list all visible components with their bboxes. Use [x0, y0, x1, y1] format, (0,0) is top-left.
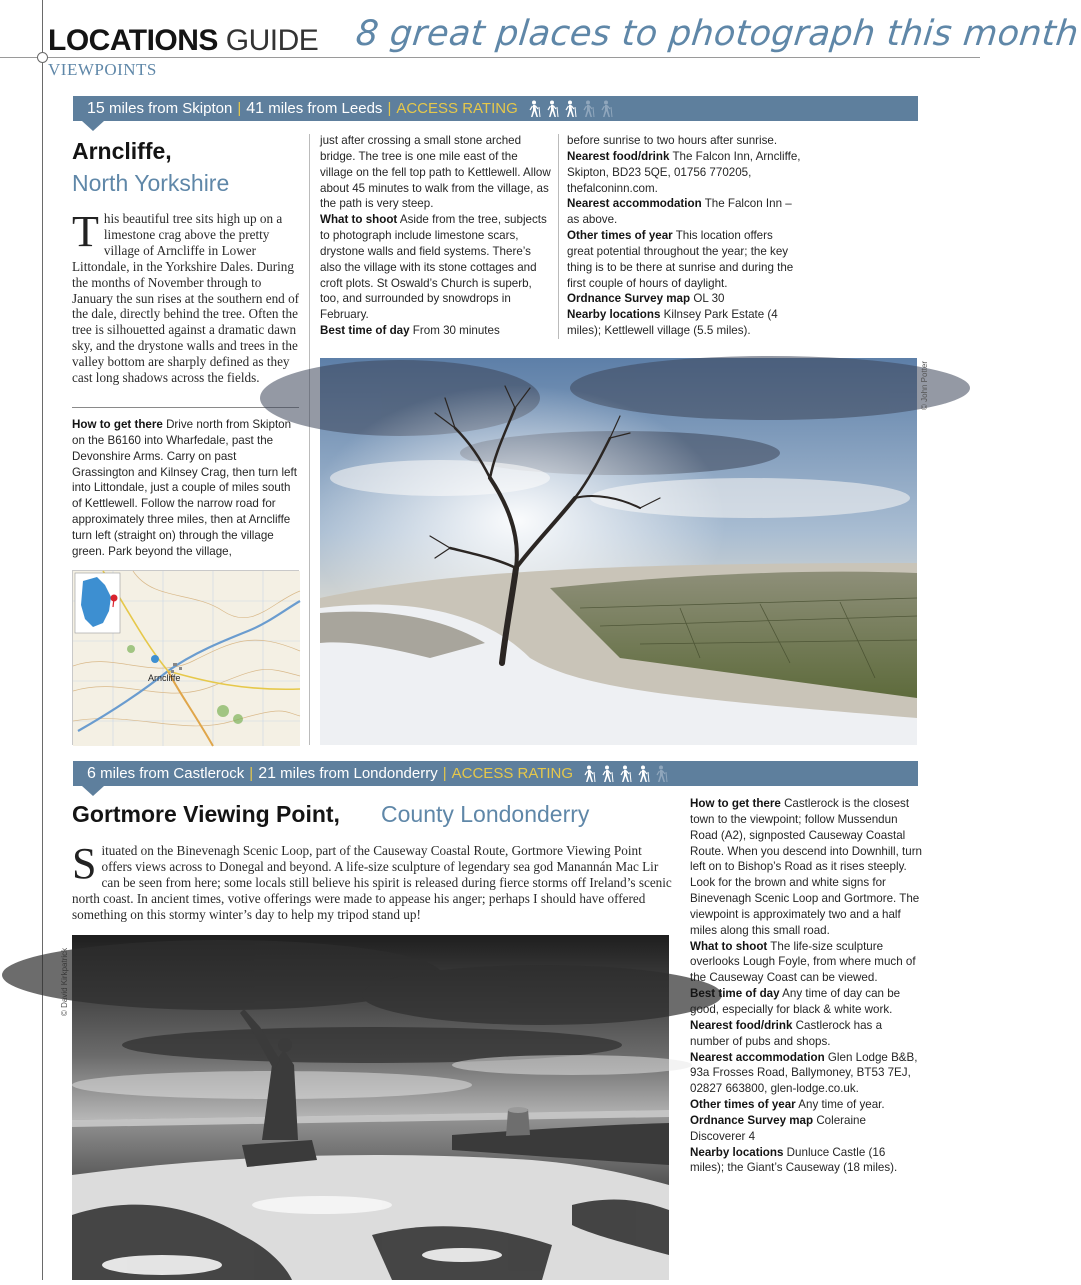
arncliffe-col2 [320, 133, 552, 339]
other-times-text: Any time of year. [798, 1098, 885, 1112]
distance-number: 6 [87, 764, 96, 782]
shoot-label: What to shoot [320, 213, 398, 227]
location-map [72, 570, 299, 745]
title-bold: LOCATIONS [48, 24, 218, 57]
accommodation-text: Glen Lodge B&B, 93a Frosses Road, Ballymoney, BT53 7EJ, 02827 663800, glen-lodge.co.uk. [690, 1050, 918, 1096]
os-map-text: OL 30 [693, 292, 725, 306]
nearby-label: Nearby locations [567, 308, 661, 322]
map-label: Arncliffe [148, 673, 181, 683]
accommodation-text: The Falcon Inn – as above. [567, 197, 792, 227]
arncliffe-col1 [72, 417, 300, 560]
access-rating [581, 765, 668, 783]
other-times-text: This location offers great potential throughout the year; the key thing is to be there at sunrise and during the first couple of hours of daylight. [567, 229, 794, 290]
arncliffe-title: Arncliffe, [72, 138, 172, 164]
access-rating [526, 100, 613, 118]
title-light: GUIDE [225, 24, 319, 57]
page-tagline: 8 great places to photograph this month [353, 14, 1081, 54]
how-text: Castlerock is the closest town to the viewpoint; follow Mussendun Road (A2), signposted Causeway Coastal Route. When you descend into Downhill, turn left on to Bishop’s Road as it rises steeply. Look for the brown and white signs for Binevenagh Scenic Loop and Gortmore. The viewpoint is approximately two and a half miles along this small road. [690, 797, 923, 937]
arncliffe-photo [320, 358, 917, 745]
shoot-text: The life-size sculpture overlooks Lough Foyle, from where much of the Causeway Coast can be viewed. [690, 939, 916, 985]
photo-credit: © John Potter [920, 360, 929, 410]
section-label: VIEWPOINTS [48, 60, 157, 79]
hiker-icon [544, 100, 559, 118]
hiker-icon [562, 100, 577, 118]
os-map-label: Ordnance Survey map [690, 1113, 814, 1127]
food-label: Nearest food/drink [690, 1018, 793, 1032]
accommodation-label: Nearest accommodation [567, 197, 702, 211]
hiker-icon [581, 765, 596, 783]
gortmore-intro [72, 839, 672, 923]
intro-text: ituated on the Binevenagh Scenic Loop, part of the Causeway Coastal Route, Gortmore Viewing Point offers views across to Donegal and beyond. A life-size sculpture of legendary sea god Manannán Mac Lir can be seen from here; some locals still believe his spirit is released during fierce storms off Ireland’s scenic north coast. In ancient times, votive offerings were made to appease his anger; perhaps I should have offered something on this stormy winter’s day to help my tripod stand up! [72, 843, 672, 922]
gortmore-subtitle: County Londonderry [381, 801, 590, 827]
food-text: The Falcon Inn, Arncliffe, Skipton, BD23 5QE, 01756 770205, thefalconinn.com. [567, 149, 801, 195]
dropcap: T [72, 207, 99, 256]
page-title [48, 24, 318, 58]
hiker-icon [635, 765, 650, 783]
gortmore-photo [72, 935, 669, 1280]
gortmore-col2 [690, 796, 922, 1176]
arncliffe-info-bar [73, 96, 918, 121]
intro-text: his beautiful tree sits high up on a limestone crag above the pretty village of Arncliffe in Lower Littondale, in the Yorkshire Dales. During the months of November through to January the sun rises at the southern end of the dale, directly behind the tree. Often the tree is silhouetted against a dramatic dawn sky, and the drystone walls and trees in the valley bottom are sharply defined as they cast long shadows across the fields. [72, 211, 300, 386]
best-time-text: Any time of day can be good, especially for black & white work. [690, 987, 901, 1016]
nearby-text: Kilnsey Park Estate (4 miles); Kettlewell village (5.5 miles). [567, 308, 778, 338]
other-times-label: Other times of year [690, 1098, 796, 1112]
margin-rule [42, 0, 43, 1280]
food-text: Castlerock has a number of pubs and shops. [690, 1018, 883, 1048]
distance-text: miles from Londonderry [280, 765, 438, 782]
os-map-label: Ordnance Survey map [567, 292, 691, 306]
accommodation-label: Nearest accommodation [690, 1050, 825, 1064]
nearby-label: Nearby locations [690, 1145, 784, 1159]
hiker-icon [653, 765, 668, 783]
bar-separator: | [249, 765, 254, 782]
distance-text: miles from Castlerock [100, 765, 245, 782]
nearby-text: Dunluce Castle (16 miles); the Giant’s Causeway (18 miles). [690, 1145, 898, 1175]
os-map-text: Coleraine Discoverer 4 [690, 1113, 866, 1143]
bar-separator: | [442, 765, 447, 782]
other-times-label: Other times of year [567, 229, 673, 243]
best-time-cont: before sunrise to two hours after sunrise. [567, 134, 778, 147]
bar-tab [82, 786, 104, 796]
shoot-text: Aside from the tree, subjects to photograph include limestone scars, drystone walls and field systems. There’s also the village with its stone cottages and croft plots. St Oswald’s Church is superb, too, and surrounded by snowdrops in February. [320, 213, 547, 322]
arncliffe-subtitle: North Yorkshire [72, 170, 230, 196]
arncliffe-intro [72, 207, 300, 386]
hiker-icon [599, 765, 614, 783]
best-time-label: Best time of day [320, 324, 410, 338]
how-label: How to get there [690, 797, 781, 810]
arncliffe-col3 [567, 133, 802, 339]
margin-ornament [37, 52, 48, 63]
bar-tab [82, 121, 104, 131]
sculpture-coast-image [72, 935, 669, 1280]
column-rule [309, 134, 310, 745]
distance-number: 21 [258, 764, 276, 782]
how-text-cont: just after crossing a small stone arched bridge. The tree is one mile east of the village on the fell top path to Kettlewell. Allow about 45 minutes to walk from the village, as the path is very steep. [320, 134, 551, 211]
hiker-icon [580, 100, 595, 118]
gortmore-info-bar [73, 761, 918, 786]
dropcap: S [72, 839, 97, 888]
access-rating-label: ACCESS RATING [396, 100, 518, 117]
tree-landscape-image [320, 358, 917, 745]
bar-separator: | [237, 100, 242, 117]
gortmore-title: Gortmore Viewing Point, [72, 801, 340, 827]
access-rating-label: ACCESS RATING [451, 765, 574, 782]
food-label: Nearest food/drink [567, 149, 670, 163]
distance-text: miles from Leeds [268, 100, 383, 117]
best-time-text: From 30 minutes [412, 324, 500, 338]
shoot-label: What to shoot [690, 939, 768, 953]
how-label: How to get there [72, 418, 163, 431]
bar-separator: | [387, 100, 392, 117]
best-time-label: Best time of day [690, 987, 780, 1001]
map-graphic [73, 571, 300, 746]
column-rule [558, 134, 559, 339]
hiker-icon [617, 765, 632, 783]
hiker-icon [526, 100, 541, 118]
how-text: Drive north from Skipton on the B6160 into Wharfedale, past the Devonshire Arms. Carry on past Grassington and Kilnsey Crag, then turn left into Littondale, just a couple of miles south of Kettlewell. Follow the narrow road for approximately three miles, then at Arncliffe turn left (straight on) through the village green. Park beyond the village, [72, 418, 297, 558]
distance-number: 41 [246, 99, 265, 117]
distance-text: miles from Skipton [108, 100, 233, 117]
hiker-icon [598, 100, 613, 118]
distance-number: 15 [87, 99, 105, 117]
